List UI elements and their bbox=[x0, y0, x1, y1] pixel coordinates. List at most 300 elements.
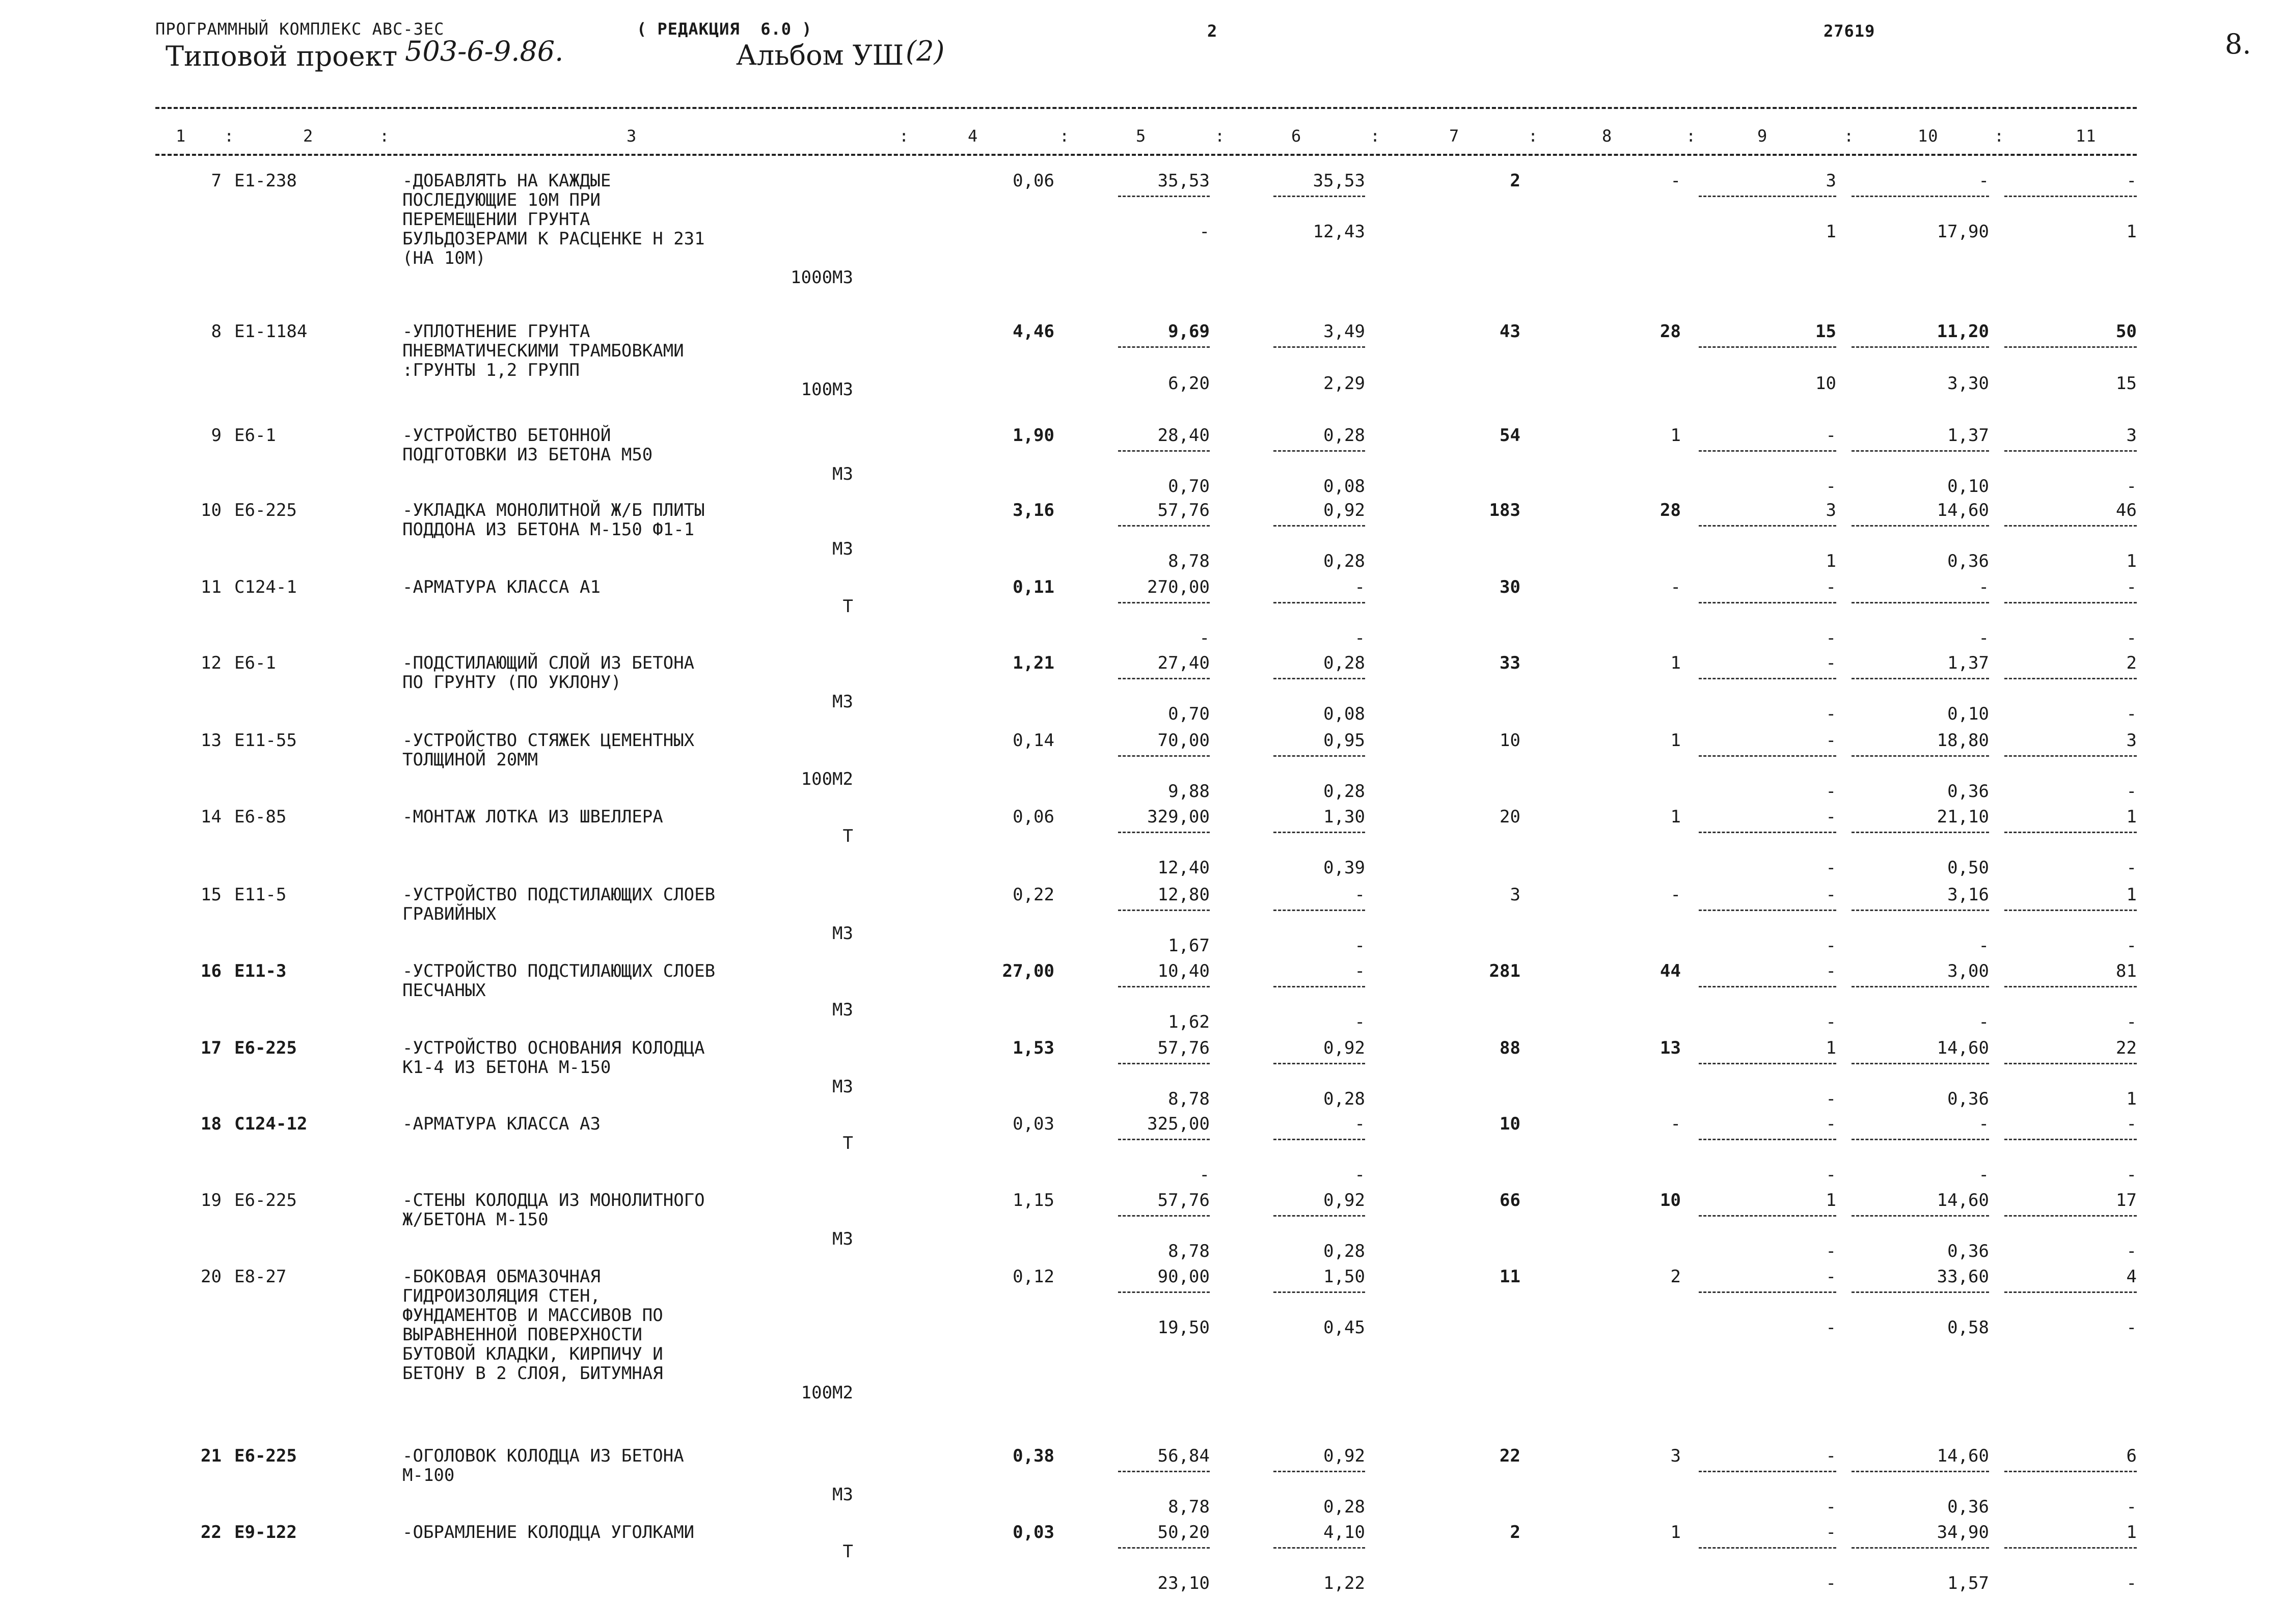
row-s5: 23,10 bbox=[1157, 1573, 1210, 1593]
row-subrule-c11 bbox=[2004, 525, 2137, 527]
row-code: Е1-1184 bbox=[234, 321, 308, 342]
row-c5: 12,80 bbox=[1157, 885, 1210, 905]
column-separator: : bbox=[1994, 126, 2005, 146]
row-subrule-c10 bbox=[1852, 832, 1989, 833]
row-c7: 3 bbox=[1510, 885, 1520, 905]
row-s9: - bbox=[1826, 1165, 1836, 1185]
row-c5: 27,40 bbox=[1157, 653, 1210, 673]
row-subrule-c9 bbox=[1699, 525, 1836, 527]
row-c9: - bbox=[1826, 577, 1836, 597]
row-subrule-c5 bbox=[1118, 986, 1210, 987]
row-c5: 56,84 bbox=[1157, 1446, 1210, 1466]
row-s11: - bbox=[2126, 1165, 2137, 1185]
column-header-11: 11 bbox=[2076, 126, 2097, 146]
row-subrule-c10 bbox=[1852, 986, 1989, 987]
row-c9: - bbox=[1826, 961, 1836, 981]
row-subrule-c5 bbox=[1118, 1063, 1210, 1064]
row-c4: 1,53 bbox=[1013, 1038, 1054, 1058]
row-subrule-c6 bbox=[1273, 196, 1365, 197]
album-part: (2) bbox=[906, 35, 945, 67]
row-s6: 0,08 bbox=[1323, 476, 1365, 497]
document-number: 27619 bbox=[1824, 21, 1875, 41]
row-unit: 1000М3 bbox=[791, 267, 853, 288]
row-subrule-c11 bbox=[2004, 986, 2137, 987]
row-c9: 3 bbox=[1826, 500, 1836, 520]
row-s10: 0,36 bbox=[1947, 551, 1989, 571]
row-s9: - bbox=[1826, 1573, 1836, 1593]
row-s10: - bbox=[1978, 1165, 1989, 1185]
row-s10: - bbox=[1978, 628, 1989, 648]
row-subrule-c9 bbox=[1699, 346, 1836, 348]
row-subrule-c10 bbox=[1852, 196, 1989, 197]
row-c5: 57,76 bbox=[1157, 1038, 1210, 1058]
row-s11: - bbox=[2126, 1573, 2137, 1593]
row-c8: 1 bbox=[1670, 425, 1681, 446]
row-subrule-c9 bbox=[1699, 755, 1836, 757]
album-label: Альбом УШ bbox=[736, 39, 904, 71]
row-number: 9 bbox=[211, 425, 222, 446]
row-description-line: ФУНДАМЕНТОВ И МАССИВОВ ПО bbox=[402, 1305, 663, 1326]
row-c6: 35,53 bbox=[1313, 171, 1365, 191]
row-c9: 15 bbox=[1815, 321, 1836, 342]
row-c7: 10 bbox=[1500, 1114, 1520, 1134]
row-subrule-c11 bbox=[2004, 196, 2137, 197]
row-subrule-c6 bbox=[1273, 1291, 1365, 1293]
row-c11: 1 bbox=[2126, 885, 2137, 905]
row-description-line: -БОКОВАЯ ОБМАЗОЧНАЯ bbox=[402, 1267, 601, 1287]
row-c4: 27,00 bbox=[1002, 961, 1054, 981]
column-separator: : bbox=[224, 126, 235, 146]
row-s5: 8,78 bbox=[1168, 1089, 1210, 1109]
row-s11: - bbox=[2126, 935, 2137, 956]
row-c6: 0,92 bbox=[1323, 500, 1365, 520]
row-description-line: -УСТРОЙСТВО СТЯЖЕК ЦЕМЕНТНЫХ bbox=[402, 730, 695, 751]
row-description-line: ПНЕВМАТИЧЕСКИМИ ТРАМБОВКАМИ bbox=[402, 341, 684, 361]
row-number: 17 bbox=[201, 1038, 222, 1058]
row-c7: 30 bbox=[1500, 577, 1520, 597]
row-c4: 0,22 bbox=[1013, 885, 1054, 905]
row-subrule-c6 bbox=[1273, 1139, 1365, 1140]
row-c9: - bbox=[1826, 653, 1836, 673]
row-number: 10 bbox=[201, 500, 222, 520]
row-subrule-c5 bbox=[1118, 1215, 1210, 1217]
row-c10: 14,60 bbox=[1937, 1190, 1989, 1210]
row-subrule-c9 bbox=[1699, 1063, 1836, 1064]
row-description-line: -МОНТАЖ ЛОТКА ИЗ ШВЕЛЛЕРА bbox=[402, 807, 663, 827]
row-c8: 1 bbox=[1670, 730, 1681, 751]
row-c5: 35,53 bbox=[1157, 171, 1210, 191]
row-c6: - bbox=[1354, 1114, 1365, 1134]
row-s6: 12,43 bbox=[1313, 222, 1365, 242]
project-label: Типовой проект bbox=[166, 40, 398, 72]
row-subrule-c5 bbox=[1118, 602, 1210, 603]
row-c8: 10 bbox=[1660, 1190, 1681, 1210]
column-header-10: 10 bbox=[1918, 126, 1939, 146]
row-s9: - bbox=[1826, 704, 1836, 724]
row-code: С124-1 bbox=[234, 577, 297, 597]
row-s6: - bbox=[1354, 628, 1365, 648]
column-separator: : bbox=[1528, 126, 1539, 146]
row-c10: 3,16 bbox=[1947, 885, 1989, 905]
row-s10: 0,36 bbox=[1947, 781, 1989, 802]
row-s11: - bbox=[2126, 1497, 2137, 1517]
row-subrule-c9 bbox=[1699, 602, 1836, 603]
row-number: 18 bbox=[201, 1114, 222, 1134]
row-c6: 3,49 bbox=[1323, 321, 1365, 342]
row-s11: - bbox=[2126, 704, 2137, 724]
row-code: Е1-238 bbox=[234, 171, 297, 191]
row-subrule-c10 bbox=[1852, 910, 1989, 911]
row-c4: 0,38 bbox=[1013, 1446, 1054, 1466]
row-number: 22 bbox=[201, 1522, 222, 1543]
row-c5: 50,20 bbox=[1157, 1522, 1210, 1543]
row-s10: 3,30 bbox=[1947, 373, 1989, 394]
row-c7: 66 bbox=[1500, 1190, 1520, 1210]
row-s5: - bbox=[1199, 222, 1210, 242]
row-subrule-c6 bbox=[1273, 1471, 1365, 1472]
row-c4: 0,06 bbox=[1013, 807, 1054, 827]
row-c6: - bbox=[1354, 577, 1365, 597]
row-s10: 0,58 bbox=[1947, 1317, 1989, 1338]
row-s5: - bbox=[1199, 1165, 1210, 1185]
row-s5: - bbox=[1199, 628, 1210, 648]
row-subrule-c9 bbox=[1699, 678, 1836, 679]
row-c9: - bbox=[1826, 730, 1836, 751]
row-unit: М3 bbox=[832, 692, 853, 712]
row-subrule-c5 bbox=[1118, 755, 1210, 757]
row-description-line: ПОСЛЕДУЮЩИЕ 10М ПРИ bbox=[402, 190, 601, 210]
column-separator: : bbox=[1686, 126, 1697, 146]
row-c9: - bbox=[1826, 807, 1836, 827]
row-c4: 1,21 bbox=[1013, 653, 1054, 673]
row-c7: 54 bbox=[1500, 425, 1520, 446]
row-s5: 1,62 bbox=[1168, 1012, 1210, 1032]
row-s6: - bbox=[1354, 935, 1365, 956]
row-subrule-c9 bbox=[1699, 196, 1836, 197]
table-header-rule bbox=[155, 154, 2137, 156]
row-subrule-c6 bbox=[1273, 1063, 1365, 1064]
row-s5: 1,67 bbox=[1168, 935, 1210, 956]
row-s9: - bbox=[1826, 1497, 1836, 1517]
column-header-3: 3 bbox=[627, 126, 637, 146]
row-subrule-c9 bbox=[1699, 1291, 1836, 1293]
row-c11: 1 bbox=[2126, 1522, 2137, 1543]
table-top-rule bbox=[155, 107, 2137, 109]
row-subrule-c6 bbox=[1273, 1547, 1365, 1549]
row-unit: М3 bbox=[832, 923, 853, 944]
row-c11: 6 bbox=[2126, 1446, 2137, 1466]
row-s9: - bbox=[1826, 1317, 1836, 1338]
row-c8: 28 bbox=[1660, 321, 1681, 342]
row-s11: - bbox=[2126, 1317, 2137, 1338]
row-description-line: -УСТРОЙСТВО БЕТОННОЙ bbox=[402, 425, 611, 446]
row-c7: 11 bbox=[1500, 1267, 1520, 1287]
row-subrule-c11 bbox=[2004, 1471, 2137, 1472]
row-subrule-c5 bbox=[1118, 1471, 1210, 1472]
row-c5: 57,76 bbox=[1157, 500, 1210, 520]
row-s5: 0,70 bbox=[1168, 476, 1210, 497]
row-s9: - bbox=[1826, 858, 1836, 878]
row-c8: - bbox=[1670, 577, 1681, 597]
row-description-line: ВЫРАВНЕННОЙ ПОВЕРХНОСТИ bbox=[402, 1325, 642, 1345]
row-subrule-c6 bbox=[1273, 832, 1365, 833]
row-subrule-c11 bbox=[2004, 910, 2137, 911]
column-header-1: 1 bbox=[176, 126, 186, 146]
row-subrule-c6 bbox=[1273, 450, 1365, 452]
column-separator: : bbox=[899, 126, 910, 146]
row-code: Е11-55 bbox=[234, 730, 297, 751]
row-s10: 1,57 bbox=[1947, 1573, 1989, 1593]
row-s10: - bbox=[1978, 1012, 1989, 1032]
row-s10: 0,36 bbox=[1947, 1497, 1989, 1517]
row-subrule-c6 bbox=[1273, 1215, 1365, 1217]
row-s5: 12,40 bbox=[1157, 858, 1210, 878]
row-unit: Т bbox=[842, 596, 853, 617]
row-c5: 90,00 bbox=[1157, 1267, 1210, 1287]
row-c6: 1,30 bbox=[1323, 807, 1365, 827]
row-description-line: БЕТОНУ В 2 СЛОЯ, БИТУМНАЯ bbox=[402, 1363, 663, 1384]
row-description-line: ГРАВИЙНЫХ bbox=[402, 904, 497, 924]
row-s5: 8,78 bbox=[1168, 1497, 1210, 1517]
row-s6: 0,28 bbox=[1323, 551, 1365, 571]
row-c4: 1,90 bbox=[1013, 425, 1054, 446]
row-subrule-c11 bbox=[2004, 1291, 2137, 1293]
row-description-line: ПОДДОНА ИЗ БЕТОНА М-150 Ф1-1 bbox=[402, 519, 695, 540]
row-description-line: -ПОДСТИЛАЮЩИЙ СЛОЙ ИЗ БЕТОНА bbox=[402, 653, 695, 673]
row-subrule-c5 bbox=[1118, 450, 1210, 452]
row-c11: - bbox=[2126, 171, 2137, 191]
row-c9: - bbox=[1826, 1522, 1836, 1543]
row-description-line: -ОБРАМЛЕНИЕ КОЛОДЦА УГОЛКАМИ bbox=[402, 1522, 695, 1543]
row-subrule-c10 bbox=[1852, 755, 1989, 757]
row-c8: 1 bbox=[1670, 807, 1681, 827]
row-description-line: :ГРУНТЫ 1,2 ГРУПП bbox=[402, 360, 580, 380]
column-header-6: 6 bbox=[1291, 126, 1302, 146]
row-description-line: -УСТРОЙСТВО ПОДСТИЛАЮЩИХ СЛОЕВ bbox=[402, 961, 716, 981]
row-c11: 3 bbox=[2126, 730, 2137, 751]
row-subrule-c9 bbox=[1699, 986, 1836, 987]
row-subrule-c6 bbox=[1273, 755, 1365, 757]
row-c9: 3 bbox=[1826, 171, 1836, 191]
row-number: 15 bbox=[201, 885, 222, 905]
row-subrule-c10 bbox=[1852, 1215, 1989, 1217]
sheet-mark: 8. bbox=[2225, 28, 2251, 60]
row-subrule-c5 bbox=[1118, 525, 1210, 527]
row-c5: 325,00 bbox=[1147, 1114, 1210, 1134]
row-subrule-c5 bbox=[1118, 832, 1210, 833]
row-c11: 81 bbox=[2116, 961, 2137, 981]
row-number: 19 bbox=[201, 1190, 222, 1210]
row-c11: 46 bbox=[2116, 500, 2137, 520]
row-c11: - bbox=[2126, 1114, 2137, 1134]
row-subrule-c11 bbox=[2004, 602, 2137, 603]
row-s5: 0,70 bbox=[1168, 704, 1210, 724]
row-c7: 183 bbox=[1489, 500, 1520, 520]
row-s10: 17,90 bbox=[1937, 222, 1989, 242]
row-s5: 6,20 bbox=[1168, 373, 1210, 394]
row-c8: 3 bbox=[1670, 1446, 1681, 1466]
row-c7: 10 bbox=[1500, 730, 1520, 751]
row-code: Е11-5 bbox=[234, 885, 287, 905]
row-c7: 43 bbox=[1500, 321, 1520, 342]
row-unit: 100М3 bbox=[801, 379, 853, 400]
row-description-line: ПЕСЧАНЫХ bbox=[402, 980, 486, 1001]
column-header-5: 5 bbox=[1136, 126, 1147, 146]
row-subrule-c10 bbox=[1852, 1139, 1989, 1140]
row-s9: - bbox=[1826, 935, 1836, 956]
column-separator: : bbox=[1844, 126, 1855, 146]
row-subrule-c5 bbox=[1118, 910, 1210, 911]
row-subrule-c9 bbox=[1699, 832, 1836, 833]
row-c10: 1,37 bbox=[1947, 653, 1989, 673]
row-description-line: (НА 10М) bbox=[402, 248, 486, 268]
row-c8: 13 bbox=[1660, 1038, 1681, 1058]
row-s11: - bbox=[2126, 628, 2137, 648]
row-s10: 0,10 bbox=[1947, 704, 1989, 724]
row-c11: 4 bbox=[2126, 1267, 2137, 1287]
row-subrule-c9 bbox=[1699, 1547, 1836, 1549]
row-c10: 18,80 bbox=[1937, 730, 1989, 751]
row-c10: 14,60 bbox=[1937, 1038, 1989, 1058]
row-unit: М3 bbox=[832, 1229, 853, 1249]
row-s5: 9,88 bbox=[1168, 781, 1210, 802]
row-s9: - bbox=[1826, 1089, 1836, 1109]
program-title: ПРОГРАММНЫЙ КОМПЛЕКС АВС-ЗЕС bbox=[155, 19, 445, 39]
column-separator: : bbox=[1370, 126, 1381, 146]
row-c6: 0,28 bbox=[1323, 653, 1365, 673]
row-subrule-c5 bbox=[1118, 1139, 1210, 1140]
row-c4: 1,15 bbox=[1013, 1190, 1054, 1210]
row-code: Е6-225 bbox=[234, 500, 297, 520]
row-description-line: ПО ГРУНТУ (ПО УКЛОНУ) bbox=[402, 672, 621, 693]
row-code: Е11-3 bbox=[234, 961, 287, 981]
row-subrule-c11 bbox=[2004, 678, 2137, 679]
row-s10: 0,36 bbox=[1947, 1241, 1989, 1261]
row-s9: - bbox=[1826, 1012, 1836, 1032]
row-c4: 4,46 bbox=[1013, 321, 1054, 342]
row-c6: 0,92 bbox=[1323, 1446, 1365, 1466]
row-c7: 20 bbox=[1500, 807, 1520, 827]
row-s10: 0,10 bbox=[1947, 476, 1989, 497]
row-subrule-c6 bbox=[1273, 602, 1365, 603]
row-code: Е9-122 bbox=[234, 1522, 297, 1543]
row-c10: - bbox=[1978, 171, 1989, 191]
row-subrule-c6 bbox=[1273, 986, 1365, 987]
row-description-line: -УКЛАДКА МОНОЛИТНОЙ Ж/Б ПЛИТЫ bbox=[402, 500, 705, 520]
row-c10: 11,20 bbox=[1937, 321, 1989, 342]
row-number: 16 bbox=[201, 961, 222, 981]
row-s11: 1 bbox=[2126, 222, 2137, 242]
row-s9: - bbox=[1826, 476, 1836, 497]
row-s9: - bbox=[1826, 781, 1836, 802]
row-c9: - bbox=[1826, 1446, 1836, 1466]
row-c7: 2 bbox=[1510, 171, 1520, 191]
row-description-line: -УПЛОТНЕНИЕ ГРУНТА bbox=[402, 321, 590, 342]
row-c11: 17 bbox=[2116, 1190, 2137, 1210]
row-s9: 10 bbox=[1815, 373, 1836, 394]
row-c8: 2 bbox=[1670, 1267, 1681, 1287]
row-code: Е6-225 bbox=[234, 1190, 297, 1210]
row-c4: 3,16 bbox=[1013, 500, 1054, 520]
row-subrule-c5 bbox=[1118, 346, 1210, 348]
row-s11: - bbox=[2126, 1012, 2137, 1032]
row-code: Е6-225 bbox=[234, 1446, 297, 1466]
row-c4: 0,14 bbox=[1013, 730, 1054, 751]
row-description-line: -ОГОЛОВОК КОЛОДЦА ИЗ БЕТОНА bbox=[402, 1446, 684, 1466]
row-subrule-c11 bbox=[2004, 1547, 2137, 1549]
row-description-line: Ж/БЕТОНА М-150 bbox=[402, 1209, 549, 1230]
page-number: 2 bbox=[1207, 21, 1218, 41]
row-s11: - bbox=[2126, 476, 2137, 497]
row-s5: 19,50 bbox=[1157, 1317, 1210, 1338]
row-subrule-c5 bbox=[1118, 1547, 1210, 1549]
row-number: 20 bbox=[201, 1267, 222, 1287]
row-subrule-c10 bbox=[1852, 1471, 1989, 1472]
column-separator: : bbox=[1059, 126, 1070, 146]
row-description-line: -АРМАТУРА КЛАССА А3 bbox=[402, 1114, 601, 1134]
row-c6: 0,92 bbox=[1323, 1038, 1365, 1058]
row-description-line: ПОДГОТОВКИ ИЗ БЕТОНА М50 bbox=[402, 445, 653, 465]
row-s9: - bbox=[1826, 1241, 1836, 1261]
row-code: Е6-1 bbox=[234, 653, 276, 673]
row-number: 13 bbox=[201, 730, 222, 751]
row-c6: - bbox=[1354, 885, 1365, 905]
row-s11: 15 bbox=[2116, 373, 2137, 394]
row-subrule-c6 bbox=[1273, 678, 1365, 679]
row-subrule-c11 bbox=[2004, 1215, 2137, 1217]
row-c4: 0,03 bbox=[1013, 1522, 1054, 1543]
row-number: 11 bbox=[201, 577, 222, 597]
row-subrule-c6 bbox=[1273, 910, 1365, 911]
column-header-7: 7 bbox=[1449, 126, 1460, 146]
column-header-2: 2 bbox=[303, 126, 314, 146]
row-c5: 70,00 bbox=[1157, 730, 1210, 751]
row-c8: 28 bbox=[1660, 500, 1681, 520]
row-unit: Т bbox=[842, 826, 853, 846]
row-c10: 34,90 bbox=[1937, 1522, 1989, 1543]
row-c6: 0,92 bbox=[1323, 1190, 1365, 1210]
row-description-line: -СТЕНЫ КОЛОДЦА ИЗ МОНОЛИТНОГО bbox=[402, 1190, 705, 1210]
row-c10: 14,60 bbox=[1937, 1446, 1989, 1466]
row-c5: 9,69 bbox=[1168, 321, 1210, 342]
row-c4: 0,12 bbox=[1013, 1267, 1054, 1287]
row-c6: 0,95 bbox=[1323, 730, 1365, 751]
column-header-8: 8 bbox=[1602, 126, 1613, 146]
edition-label: ( РЕДАКЦИЯ 6.0 ) bbox=[637, 19, 812, 39]
row-c8: 44 bbox=[1660, 961, 1681, 981]
row-c9: - bbox=[1826, 1114, 1836, 1134]
row-c10: 21,10 bbox=[1937, 807, 1989, 827]
row-subrule-c10 bbox=[1852, 1063, 1989, 1064]
project-code: 503-6-9.86. bbox=[405, 35, 564, 67]
column-separator: : bbox=[1215, 126, 1226, 146]
row-unit: М3 bbox=[832, 464, 853, 484]
row-c8: 1 bbox=[1670, 1522, 1681, 1543]
row-unit: Т bbox=[842, 1542, 853, 1562]
row-c9: - bbox=[1826, 1267, 1836, 1287]
row-c11: - bbox=[2126, 577, 2137, 597]
row-c4: 0,06 bbox=[1013, 171, 1054, 191]
row-c4: 0,03 bbox=[1013, 1114, 1054, 1134]
row-subrule-c10 bbox=[1852, 602, 1989, 603]
row-description-line: -АРМАТУРА КЛАССА А1 bbox=[402, 577, 601, 597]
row-unit: М3 bbox=[832, 1077, 853, 1097]
row-c8: - bbox=[1670, 1114, 1681, 1134]
row-unit: М3 bbox=[832, 1484, 853, 1505]
row-s6: - bbox=[1354, 1012, 1365, 1032]
row-code: Е8-27 bbox=[234, 1267, 287, 1287]
row-c11: 3 bbox=[2126, 425, 2137, 446]
